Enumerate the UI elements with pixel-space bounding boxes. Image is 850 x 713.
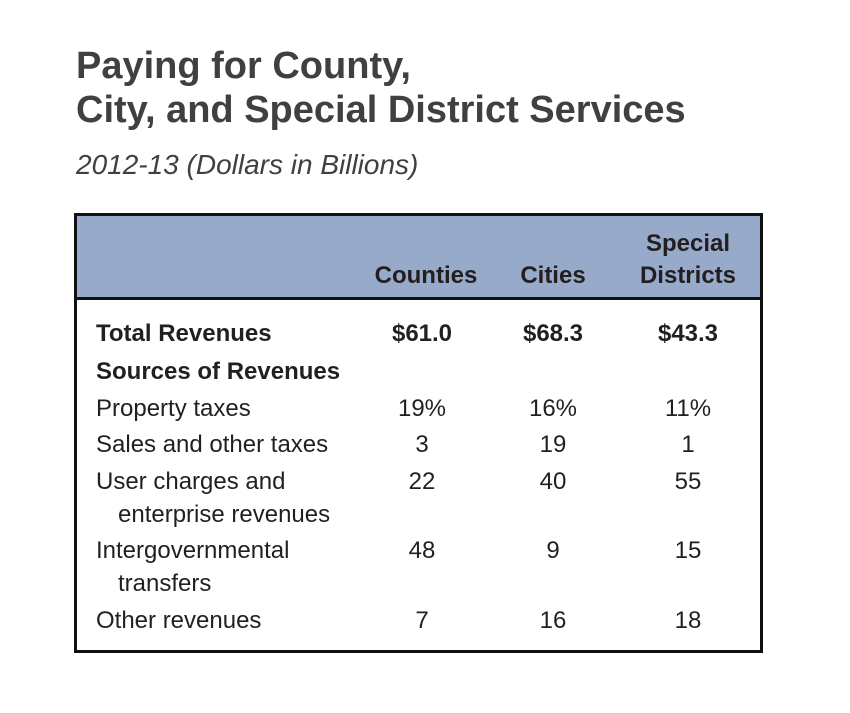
column-header-cities: Cities	[520, 262, 586, 289]
cell-cities: 9	[546, 537, 560, 564]
row-label-line-2: enterprise revenues	[118, 501, 331, 528]
cell-cities: 19	[539, 431, 567, 458]
cell-special-districts: 18	[674, 607, 702, 634]
cell-cities: 16%	[528, 395, 578, 422]
cell-special-districts: $43.3	[657, 320, 719, 347]
revenue-table	[74, 213, 763, 653]
cell-counties: 48	[408, 537, 436, 564]
cell-counties: 19%	[397, 395, 447, 422]
cell-special-districts: 15	[674, 537, 702, 564]
column-header-counties: Counties	[374, 262, 478, 289]
table-header	[77, 216, 760, 300]
row-label	[96, 465, 330, 531]
row-label: Other revenues	[96, 607, 262, 634]
row-label-line-1: User charges and	[96, 468, 286, 495]
cell-cities: $68.3	[522, 320, 584, 347]
title-line-2: City, and Special District Services	[76, 89, 686, 131]
cell-cities: 40	[539, 468, 567, 495]
section-heading: Sources of Revenues	[96, 358, 341, 385]
row-label: Sales and other taxes	[96, 431, 329, 458]
cell-counties: 22	[408, 468, 436, 495]
page-subtitle: 2012-13 (Dollars in Billions)	[76, 149, 419, 180]
row-label-line-1: Intergovernmental	[96, 537, 290, 564]
title-line-1: Paying for County,	[76, 45, 411, 87]
row-label: Total Revenues	[96, 320, 272, 347]
cell-counties: $61.0	[391, 320, 453, 347]
row-label: Property taxes	[96, 395, 251, 422]
row-label	[96, 534, 289, 600]
cell-special-districts: 1	[681, 431, 695, 458]
cell-special-districts: 11%	[664, 395, 712, 422]
cell-cities: 16	[539, 607, 567, 634]
row-label-line-2: transfers	[118, 570, 212, 597]
cell-counties: 7	[415, 607, 429, 634]
cell-special-districts: 55	[674, 468, 702, 495]
page-title	[76, 44, 776, 132]
column-header-special-line-1: Special	[645, 230, 731, 257]
column-header-special-districts	[628, 228, 748, 292]
column-header-special-line-2: Districts	[639, 262, 737, 289]
cell-counties: 3	[415, 431, 429, 458]
